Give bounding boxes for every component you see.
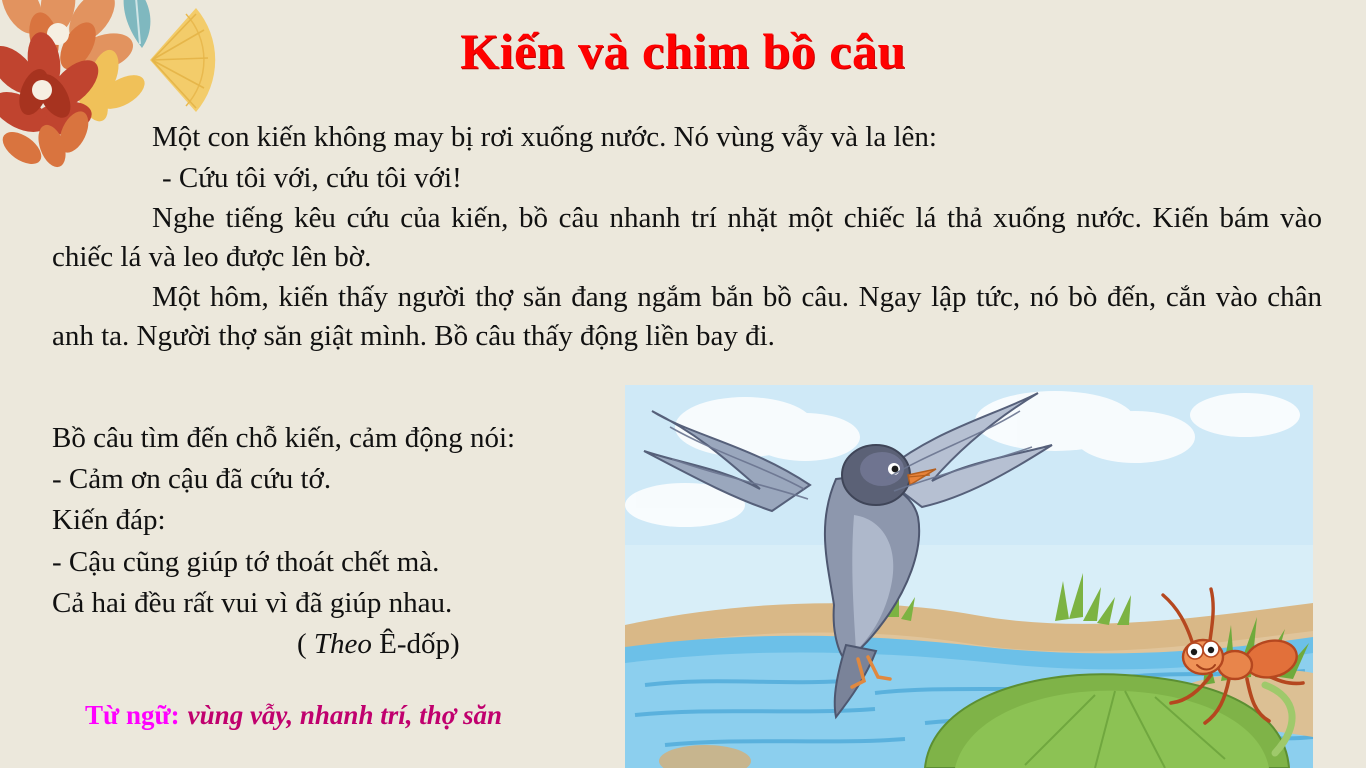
- story-text-top: [52, 118, 1322, 357]
- source-suffix: Ê-dốp): [371, 627, 460, 660]
- vocabulary-line: [85, 700, 502, 731]
- dialogue-line-5: Cả hai đều rất vui vì đã giúp nhau.: [52, 586, 453, 619]
- story-text-bottom: [52, 418, 612, 665]
- paragraph-3: Nghe tiếng kêu cứu của kiến, bồ câu nhanh trí nhặt một chiếc lá thả xuống nước. Kiến bám vào chiếc lá và leo được lên bờ.: [52, 202, 1322, 273]
- vocabulary-words: vùng vẫy, nhanh trí, thợ săn: [187, 700, 503, 730]
- vocabulary-label: Từ ngữ:: [85, 700, 180, 730]
- dialogue-line-4: - Cậu cũng giúp tớ thoát chết mà.: [52, 545, 440, 578]
- illustration-dove-and-ant: [625, 385, 1313, 768]
- dialogue-line-1: Bồ câu tìm đến chỗ kiến, cảm động nói:: [52, 422, 516, 454]
- dialogue-line-3: Kiến đáp:: [52, 504, 166, 537]
- paragraph-2: - Cứu tôi với, cứu tôi với!: [162, 161, 462, 194]
- dialogue-line-2: - Cảm ơn cậu đã cứu tớ.: [52, 463, 332, 496]
- paragraph-1: Một con kiến không may bị rơi xuống nước. Nó vùng vẫy và la lên:: [152, 121, 937, 153]
- source-italic: Theo: [313, 627, 372, 660]
- source-attribution: [52, 624, 612, 665]
- paragraph-4: Một hôm, kiến thấy người thợ săn đang ngắm bắn bồ câu. Ngay lập tức, nó bò đến, cắn vào chân anh ta. Người thợ săn giật mình. Bồ câu thấy động liền bay đi.: [52, 281, 1322, 352]
- page-title: Kiến và chim bồ câu: [460, 23, 906, 79]
- source-prefix: (: [297, 627, 314, 660]
